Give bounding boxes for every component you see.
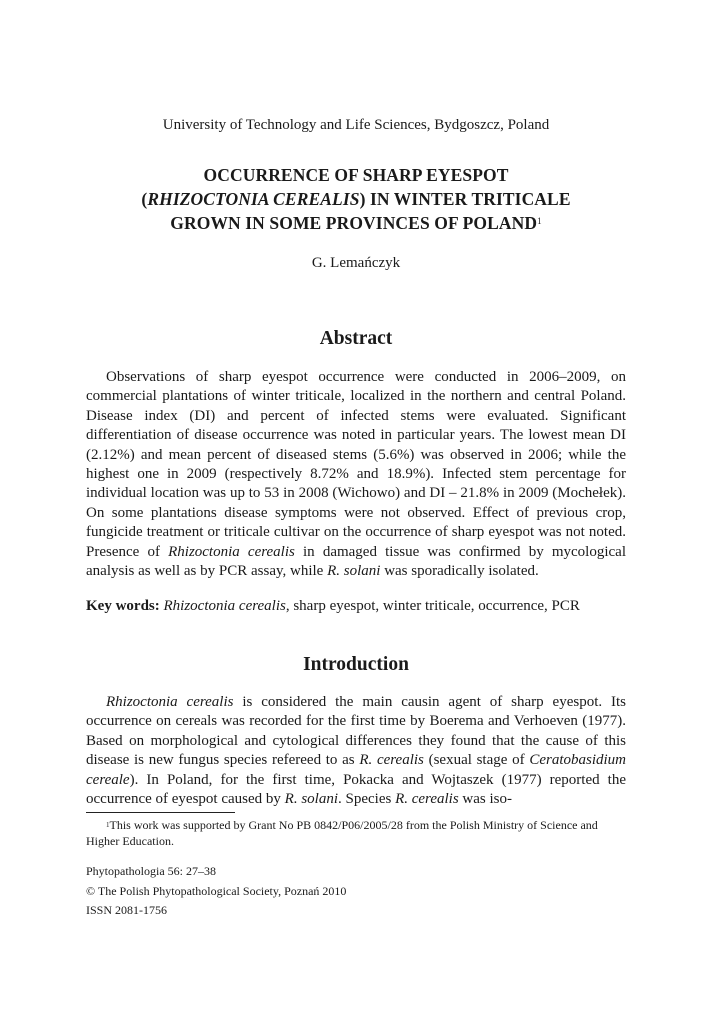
intro-species-4: R. solani: [284, 791, 338, 808]
title-line-3-text: GROWN IN SOME PROVINCES OF POLAND: [170, 213, 538, 233]
introduction-heading-wrap: [86, 654, 626, 676]
intro-part-2: (sexual stage of: [423, 752, 530, 769]
abstract-species-1: Rhizoctonia cerealis: [168, 543, 295, 560]
copyright: © The Polish Phytopathological Society, Poznań 2010: [86, 884, 347, 898]
keywords-species: Rhizoctonia cerealis: [163, 598, 286, 614]
journal-citation: Phytopathologia 56: 27–38: [86, 864, 216, 878]
intro-part-4: . Species: [338, 791, 396, 808]
footnote: [86, 817, 626, 849]
abstract-species-2: R. solani: [327, 563, 381, 580]
intro-species-3: Ceratobasidium cereale: [86, 752, 626, 788]
footnote-text: This work was supported by Grant No PB 0842/P06/2005/28 from the Polish Ministry of Science and Higher Education.: [86, 818, 598, 848]
footnote-divider: [86, 812, 235, 813]
title-line-1: OCCURRENCE OF SHARP EYESPOT: [203, 165, 509, 185]
affiliation: University of Technology and Life Sciences, Bydgoszcz, Poland: [162, 117, 550, 133]
abstract-part-1: Observations of sharp eyespot occurrence were conducted in 2006–2009, on commercial plantations of winter triticale, localized in the northern and central Poland. Disease index (DI) and percent of infected stems were evaluated. Significant differentiation of disease occurrence was noted in particular years. The lowest mean DI (2.12%) and mean percent of diseased stems (5.6%) was observed in 2006; while the highest one in 2009 (respectively 8.72% and 18.9%). Infected stem percentage for individual location was up to 53 in 2008 (Wichowo) and DI – 21.8% in 2009 (Mochełek). On some plantations disease symptoms were not observed. Effect of previous crop, fungicide treatment or triticale cultivar on the occurrence of sharp eyespot was not noted. Presence of: [86, 369, 626, 560]
intro-species-1: Rhizoctonia cerealis: [106, 694, 234, 710]
intro-part-3: ). In Poland, for the first time, Pokacka and Wojtaszek (1977) reported the occurrence of eyespot caused by: [86, 771, 626, 808]
keywords: [86, 598, 626, 615]
intro-species-2: R. cerealis: [359, 752, 424, 769]
title-species: RHIZOCTONIA CEREALIS: [147, 189, 360, 209]
footnote-mark: 1: [106, 821, 110, 829]
intro-part-5: was iso-: [458, 791, 512, 808]
issn: ISSN 2081-1756: [86, 903, 168, 917]
title-line-2: [86, 187, 626, 211]
intro-species-5: R. cerealis: [395, 791, 459, 808]
abstract-part-3: was sporadically isolated.: [380, 563, 539, 580]
intro-part-1: is considered the main causin agent of sharp eyespot. Its occurrence on cereals was recorded for the first time by Boerema and Verhoeven (1977). Based on morphological and cytological differences they found that the cause of this disease is new fungus species refereed to as: [86, 694, 627, 769]
keywords-rest: , sharp eyespot, winter triticale, occurrence, PCR: [285, 598, 580, 614]
abstract-heading-wrap: [86, 328, 626, 350]
title-footnote-mark: 1: [537, 216, 542, 226]
introduction-text: [86, 693, 626, 809]
title-line-2-rest: ) IN WINTER TRITICALE: [359, 189, 571, 209]
title-line-3: [86, 211, 626, 235]
author: G. Lemańczyk: [311, 255, 401, 271]
keywords-label: Key words:: [86, 598, 160, 614]
article-title: [86, 163, 626, 235]
title-paren-open: (: [141, 189, 148, 209]
abstract-part-2: in damaged tissue was confirmed by mycological analysis as well as by PCR assay, while: [86, 543, 626, 580]
abstract-heading: Abstract: [319, 328, 393, 349]
abstract-text: [86, 368, 626, 581]
introduction-heading: Introduction: [303, 654, 409, 675]
